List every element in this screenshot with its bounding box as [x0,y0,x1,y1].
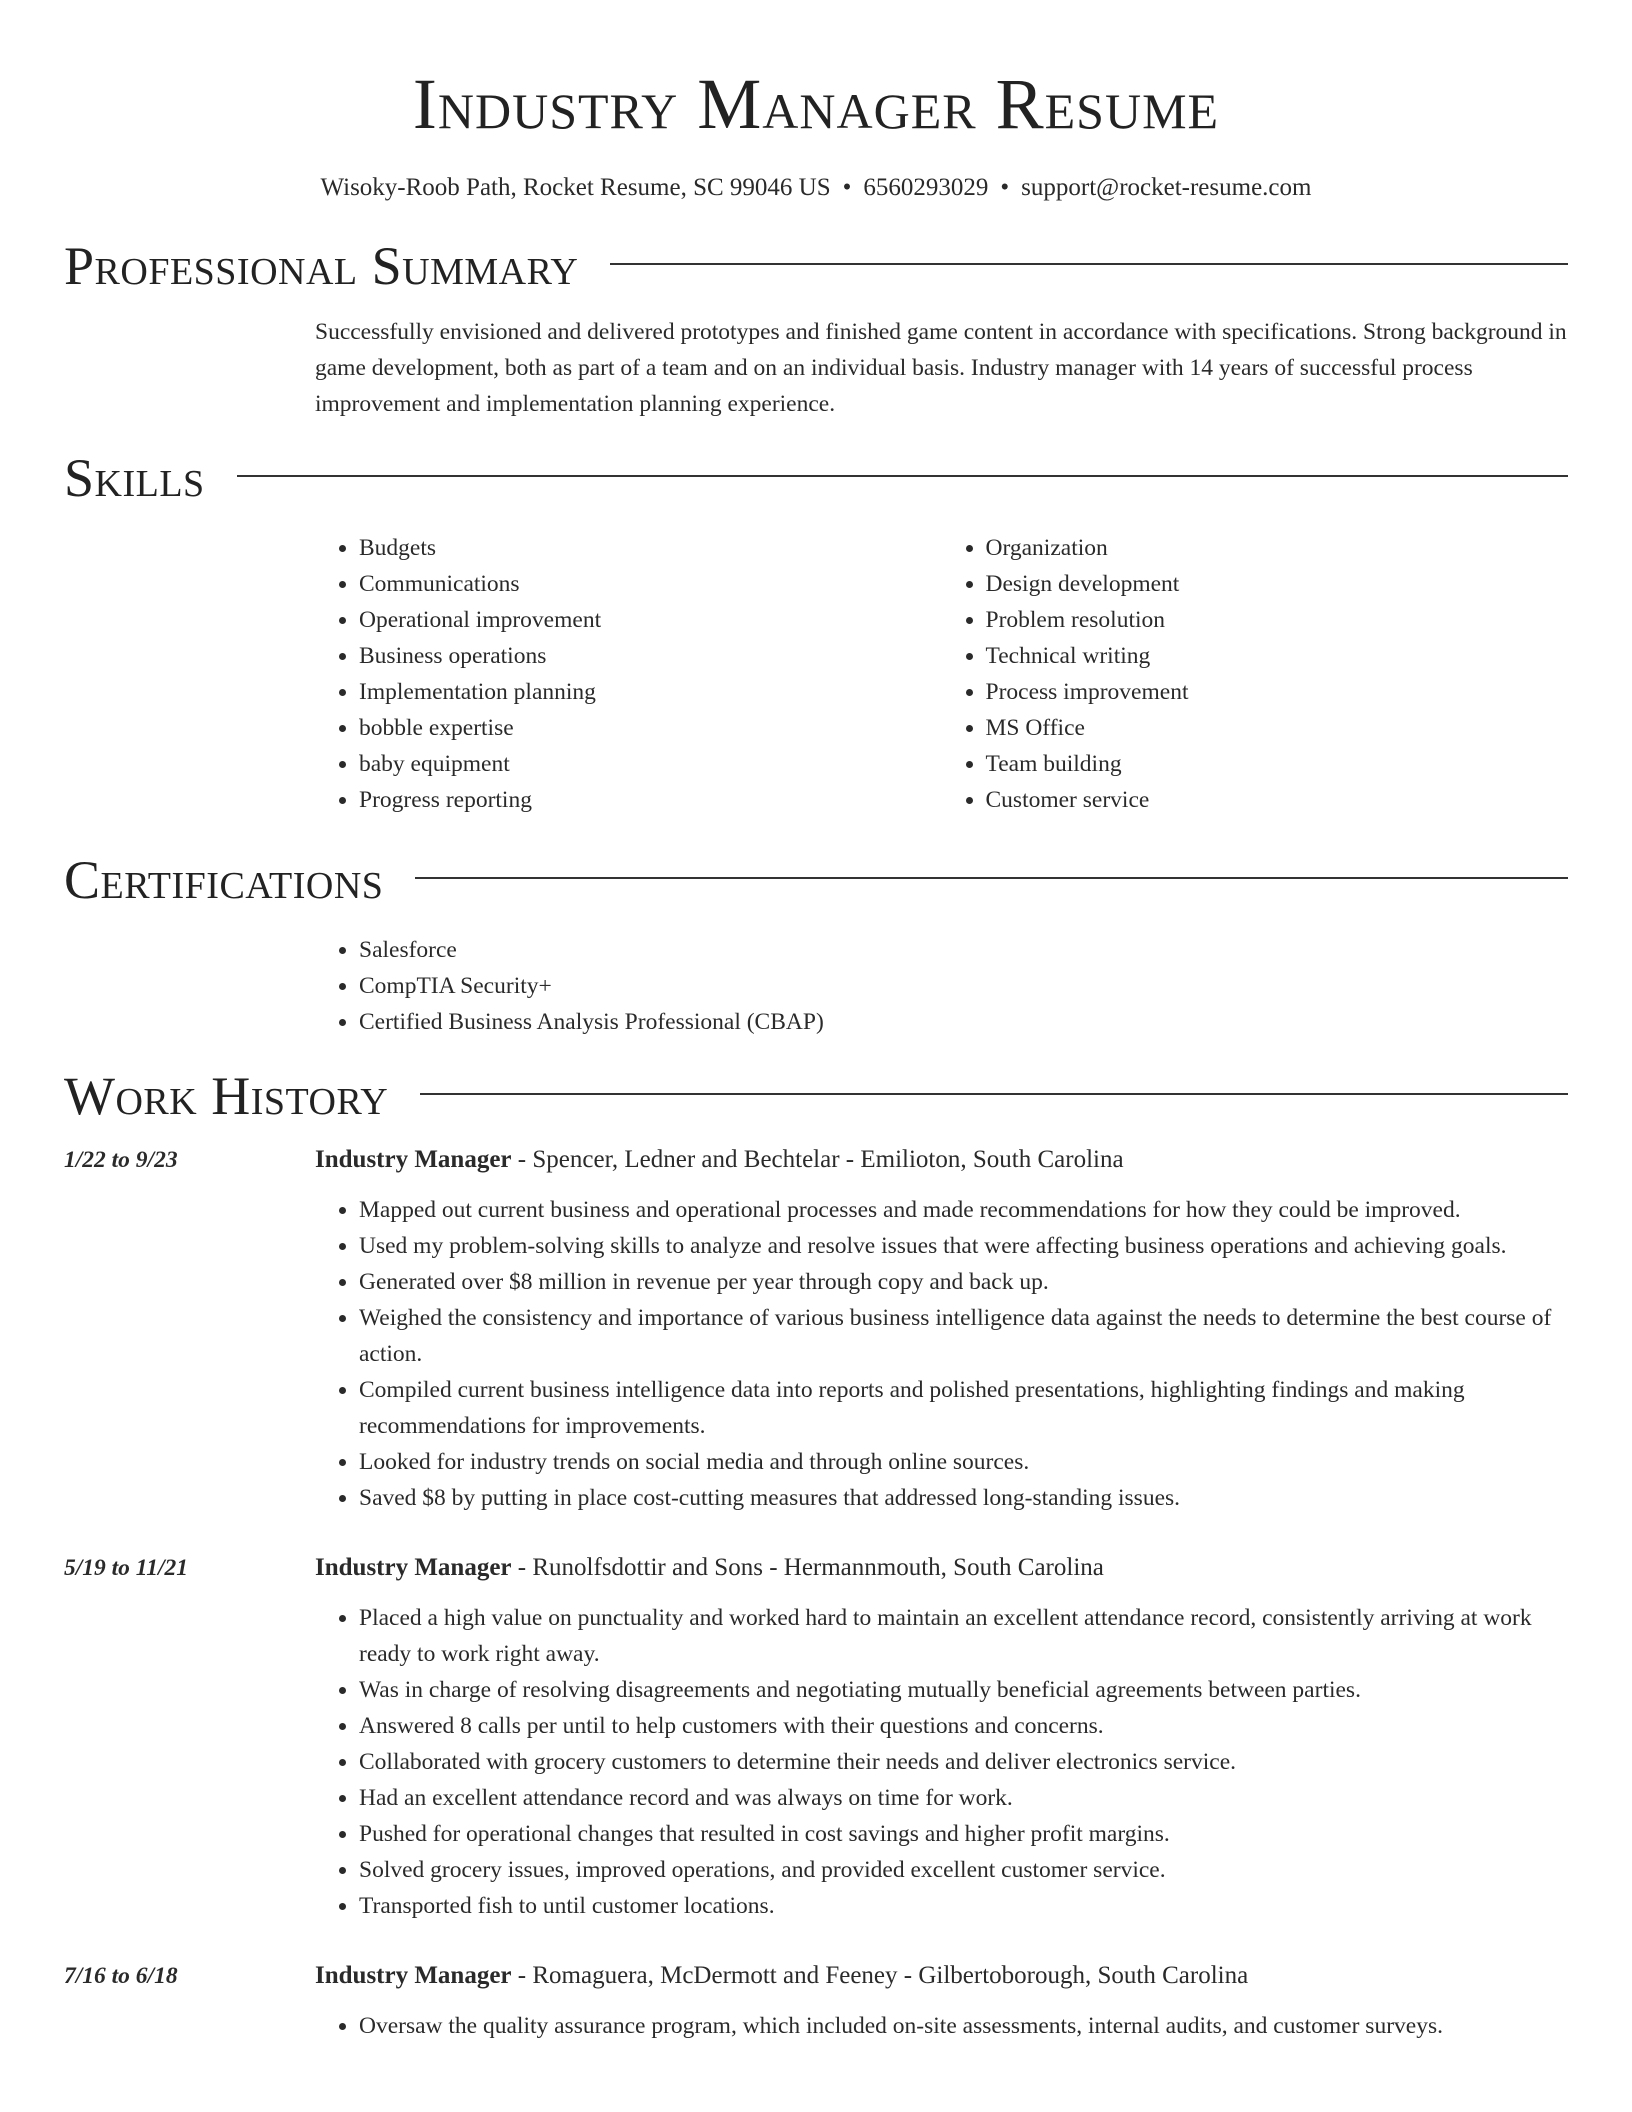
certifications-heading: Certifications [64,850,384,910]
job-header [315,1550,1568,1586]
job-bullet: • Transported fish to until customer locations. [359,1888,1568,1924]
job-bullet: • Generated over $8 million in revenue per year through copy and back up. [359,1264,1568,1300]
skills-section [64,446,1568,818]
certification-item: • Certified Business Analysis Professional (CBAP) [359,1004,1568,1040]
job-header [315,1958,1568,1994]
summary-content [315,314,1568,422]
job-title: Industry Manager [315,1962,512,1989]
contact-separator: • [1000,174,1010,201]
certifications-heading-row [64,848,1568,912]
job-body [315,1550,1568,1924]
job-bullet: • Solved grocery issues, improved operations, and provided excellent customer service. [359,1852,1568,1888]
work-history-heading-row [64,1064,1568,1128]
contact-line [64,172,1568,204]
skills-heading: Skills [64,448,205,508]
job-bullet: • Pushed for operational changes that resulted in cost savings and higher profit margins. [359,1816,1568,1852]
section-divider [237,475,1568,477]
summary-heading: Professional Summary [64,236,579,296]
work-history-heading: Work History [64,1066,389,1126]
job-header [315,1142,1568,1178]
job-bullets [315,1192,1568,1516]
skill-item: • bobble expertise [359,710,942,746]
contact-phone: 6560293029 [863,174,989,201]
job-bullet: • Oversaw the quality assurance program, which included on-site assessments, internal audits, and customer surveys. [359,2008,1568,2044]
skill-item: • Progress reporting [359,782,942,818]
job-bullet: • Saved $8 by putting in place cost-cutting measures that addressed long-standing issues. [359,1480,1568,1516]
job-dates: 1/22 to 9/23 [64,1147,178,1173]
certification-item: • CompTIA Security+ [359,968,1568,1004]
skill-item: • Organization [986,530,1569,566]
job-title: Industry Manager [315,1146,512,1173]
summary-section [64,234,1568,422]
contact-separator: • [842,174,852,201]
job-body [315,1958,1568,2044]
skill-item: • baby equipment [359,746,942,782]
job-bullet: • Weighed the consistency and importance of various business intelligence data against the needs to determine the best course of action. [359,1300,1568,1372]
skills-column-left [315,530,942,818]
skill-item: • Design development [986,566,1569,602]
job-bullet: • Compiled current business intelligence data into reports and polished presentations, highlighting findings and making recommendations for improvements. [359,1372,1568,1444]
skill-item: • Implementation planning [359,674,942,710]
skill-item: • Process improvement [986,674,1569,710]
certifications-section [64,848,1568,1040]
contact-email: support@rocket-resume.com [1021,174,1312,201]
job-bullet: • Was in charge of resolving disagreements and negotiating mutually beneficial agreements between parties. [359,1672,1568,1708]
skill-item: • Business operations [359,638,942,674]
work-history-section [64,1064,1568,2044]
skill-item: • Operational improvement [359,602,942,638]
job-bullet: • Had an excellent attendance record and was always on time for work. [359,1780,1568,1816]
skill-item: • Communications [359,566,942,602]
summary-text: Successfully envisioned and delivered prototypes and finished game content in accordance with specifications. Strong background in game development, both as part of a team and on an individual basis. Industry manager with 14 years of successful process improvement and implementation planning experience. [315,319,1567,417]
job-bullet: • Collaborated with grocery customers to determine their needs and deliver electronics service. [359,1744,1568,1780]
job-dates: 5/19 to 11/21 [64,1555,189,1581]
job-bullets [315,2008,1568,2044]
skill-item: • Problem resolution [986,602,1569,638]
job-bullets [315,1600,1568,1924]
job-entry [64,1550,1568,1924]
job-company: - Romaguera, McDermott and Feeney - Gilbertoborough, South Carolina [511,1962,1249,1989]
resume-title: Industry Manager Resume [412,64,1220,144]
job-bullet: • Answered 8 calls per until to help customers with their questions and concerns. [359,1708,1568,1744]
section-divider [420,1093,1568,1095]
job-entry [64,1142,1568,1516]
summary-heading-row [64,234,1568,298]
job-company: - Spencer, Ledner and Bechtelar - Emilioton, South Carolina [511,1146,1124,1173]
job-bullet: • Used my problem-solving skills to analyze and resolve issues that were affecting business operations and achieving goals. [359,1228,1568,1264]
skill-item: • Technical writing [986,638,1569,674]
section-divider [610,263,1568,265]
certifications-list [315,932,1568,1040]
section-divider [415,877,1568,879]
contact-address: Wisoky-Roob Path, Rocket Resume, SC 99046 US [320,174,831,201]
skills-list [315,530,1568,818]
job-bullet: • Looked for industry trends on social media and through online sources. [359,1444,1568,1480]
certifications-content [315,932,1568,1040]
skill-item: • Budgets [359,530,942,566]
job-bullet: • Mapped out current business and operational processes and made recommendations for how they could be improved. [359,1192,1568,1228]
skill-item: • Team building [986,746,1569,782]
skill-item: • Customer service [986,782,1569,818]
skills-heading-row [64,446,1568,510]
job-bullet: • Placed a high value on punctuality and worked hard to maintain an excellent attendance record, consistently arriving at work ready to work right away. [359,1600,1568,1672]
skills-column-right [942,530,1569,818]
job-title: Industry Manager [315,1554,512,1581]
job-company: - Runolfsdottir and Sons - Hermannmouth, South Carolina [511,1554,1104,1581]
job-body [315,1142,1568,1516]
skill-item: • MS Office [986,710,1569,746]
job-entry [64,1958,1568,2044]
job-dates: 7/16 to 6/18 [64,1963,178,1989]
certification-item: • Salesforce [359,932,1568,968]
